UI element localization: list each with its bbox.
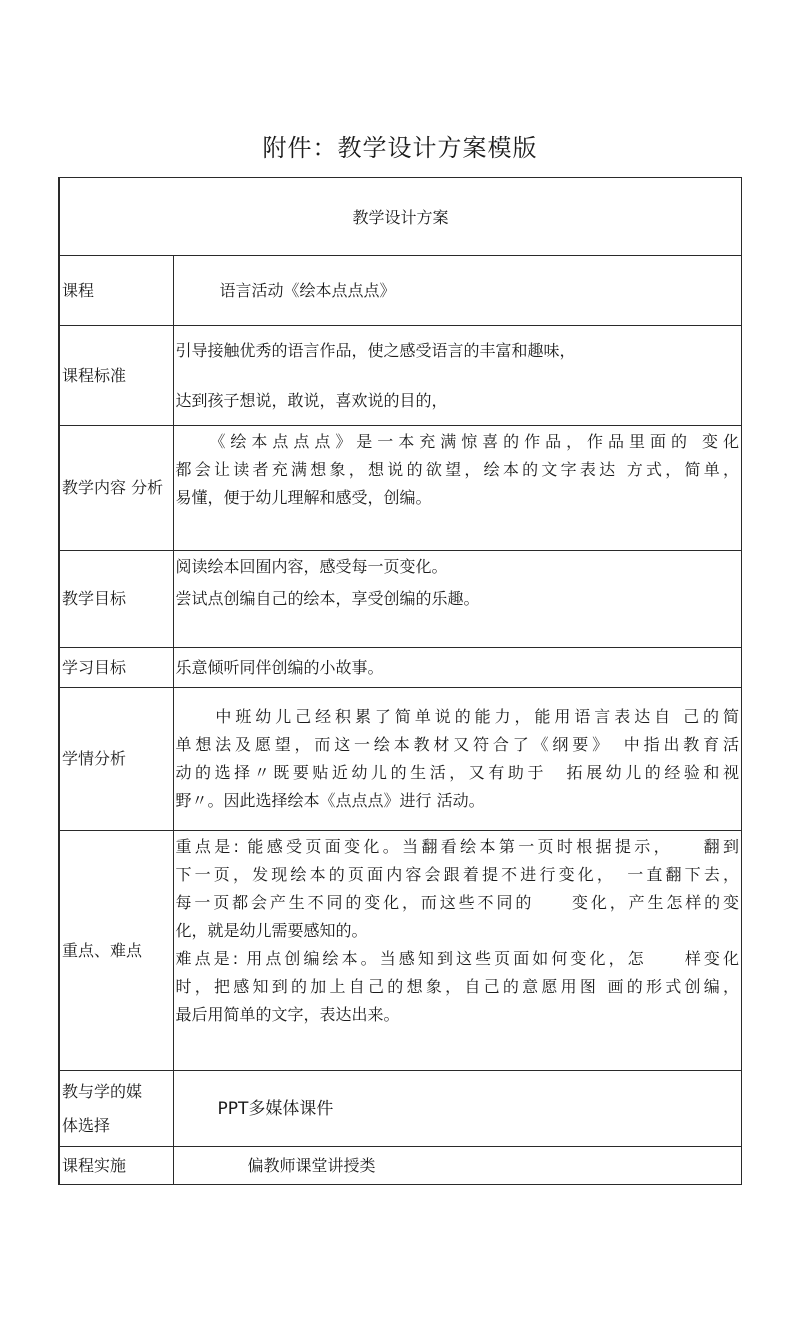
- table-row-learning-goals: [59, 648, 742, 688]
- course-value: 语言活动《绘本点点点》: [173, 256, 742, 326]
- situation-line: 中班幼儿己经积累了简单说的能力，能用语言表达自 己的简: [175, 707, 739, 726]
- key-point-line: 时，把感知到的加上自己的想象，自己的意愿用图 画的形式创编，: [175, 977, 739, 996]
- table-row-situation: [59, 688, 742, 831]
- teaching-goals-value: [173, 551, 742, 648]
- situation-analysis-value: [173, 688, 742, 831]
- learning-goals-value: 乐意倾听同伴创编的小故事。: [173, 648, 742, 688]
- content-analysis-value: [173, 426, 742, 551]
- media-label-line: 教与学的媒: [62, 1081, 143, 1101]
- page-title: 附件：教学设计方案模版: [262, 134, 538, 162]
- situation-line: 单想法及愿望，而这一绘本教材又符合了《纲要》 中指出教育活: [175, 735, 739, 754]
- table-row-key-points: [59, 831, 742, 1071]
- teaching-goals-label: 教学目标: [59, 551, 173, 648]
- table-row-teaching-goals: [59, 551, 742, 648]
- key-points-label: 重点、难点: [59, 831, 173, 1071]
- teaching-goal-line: 尝试点创编自己的绘本，享受创编的乐趣。: [175, 589, 480, 608]
- implementation-value: 偏教师课堂讲授类: [173, 1147, 742, 1185]
- content-line: 易懂，便于幼儿理解和感受，创编。: [175, 488, 432, 507]
- table-row-implementation: [59, 1147, 742, 1185]
- media-label: [59, 1071, 173, 1147]
- table-row-standard: [59, 326, 742, 426]
- media-value: PPT多媒体课件: [173, 1071, 742, 1147]
- situation-line: 动的选择〃既要贴近幼儿的生活，又有助于 拓展幼儿的经验和视: [175, 763, 739, 782]
- content-analysis-label: 教学内容 分析: [59, 426, 173, 551]
- standard-line: 引导接触优秀的语言作品，使之感受语言的丰富和趣味，: [175, 340, 576, 360]
- content-line: 《绘本点点点》是一本充满惊喜的作品，作品里面的 变化: [175, 432, 739, 451]
- standard-value: [173, 326, 742, 426]
- standard-label: 课程标准: [59, 326, 173, 426]
- teaching-goal-line: 阅读绘本回囿内容，感受每一页变化。: [175, 557, 448, 576]
- situation-analysis-label: 学情分析: [59, 688, 173, 831]
- table-row-content: [59, 426, 742, 551]
- table-row-course: [59, 256, 742, 326]
- learning-goals-label: 学习目标: [59, 648, 173, 688]
- lesson-plan-table: [58, 177, 742, 1185]
- implementation-label: 课程实施: [59, 1147, 173, 1185]
- media-label-line: 体选择: [62, 1115, 111, 1135]
- key-point-line: 每一页都会产生不同的变化，而这些不同的 变化，产生怎样的变: [175, 893, 739, 912]
- course-label: 课程: [59, 256, 173, 326]
- key-point-line: 重点是: 能感受页面变化。当翻看绘本第一页时根据提示， 翻到: [175, 837, 739, 856]
- table-row-media: [59, 1071, 742, 1147]
- key-point-line: 下一页，发现绘本的页面内容会跟着提不进行变化， 一直翻下去，: [175, 865, 739, 884]
- content-line: 都会让读者充满想象，想说的欲望，绘本的文字表达 方式，简单，: [175, 460, 739, 479]
- standard-line: 达到孩子想说，敢说，喜欢说的目的，: [175, 390, 448, 410]
- table-header-row: [59, 178, 742, 256]
- key-points-value: [173, 831, 742, 1071]
- table-header: 教学设计方案: [59, 178, 742, 256]
- situation-line: 野〃。因此选择绘本《点点点》进行 活动。: [175, 791, 485, 810]
- key-point-line: 化，就是幼儿需要感知的。: [175, 921, 368, 940]
- key-point-line: 最后用简单的文字，表达出来。: [175, 1005, 400, 1024]
- key-point-line: 难点是: 用点创编绘本。当感知到这些页面如何变化，怎 样变化: [175, 949, 739, 968]
